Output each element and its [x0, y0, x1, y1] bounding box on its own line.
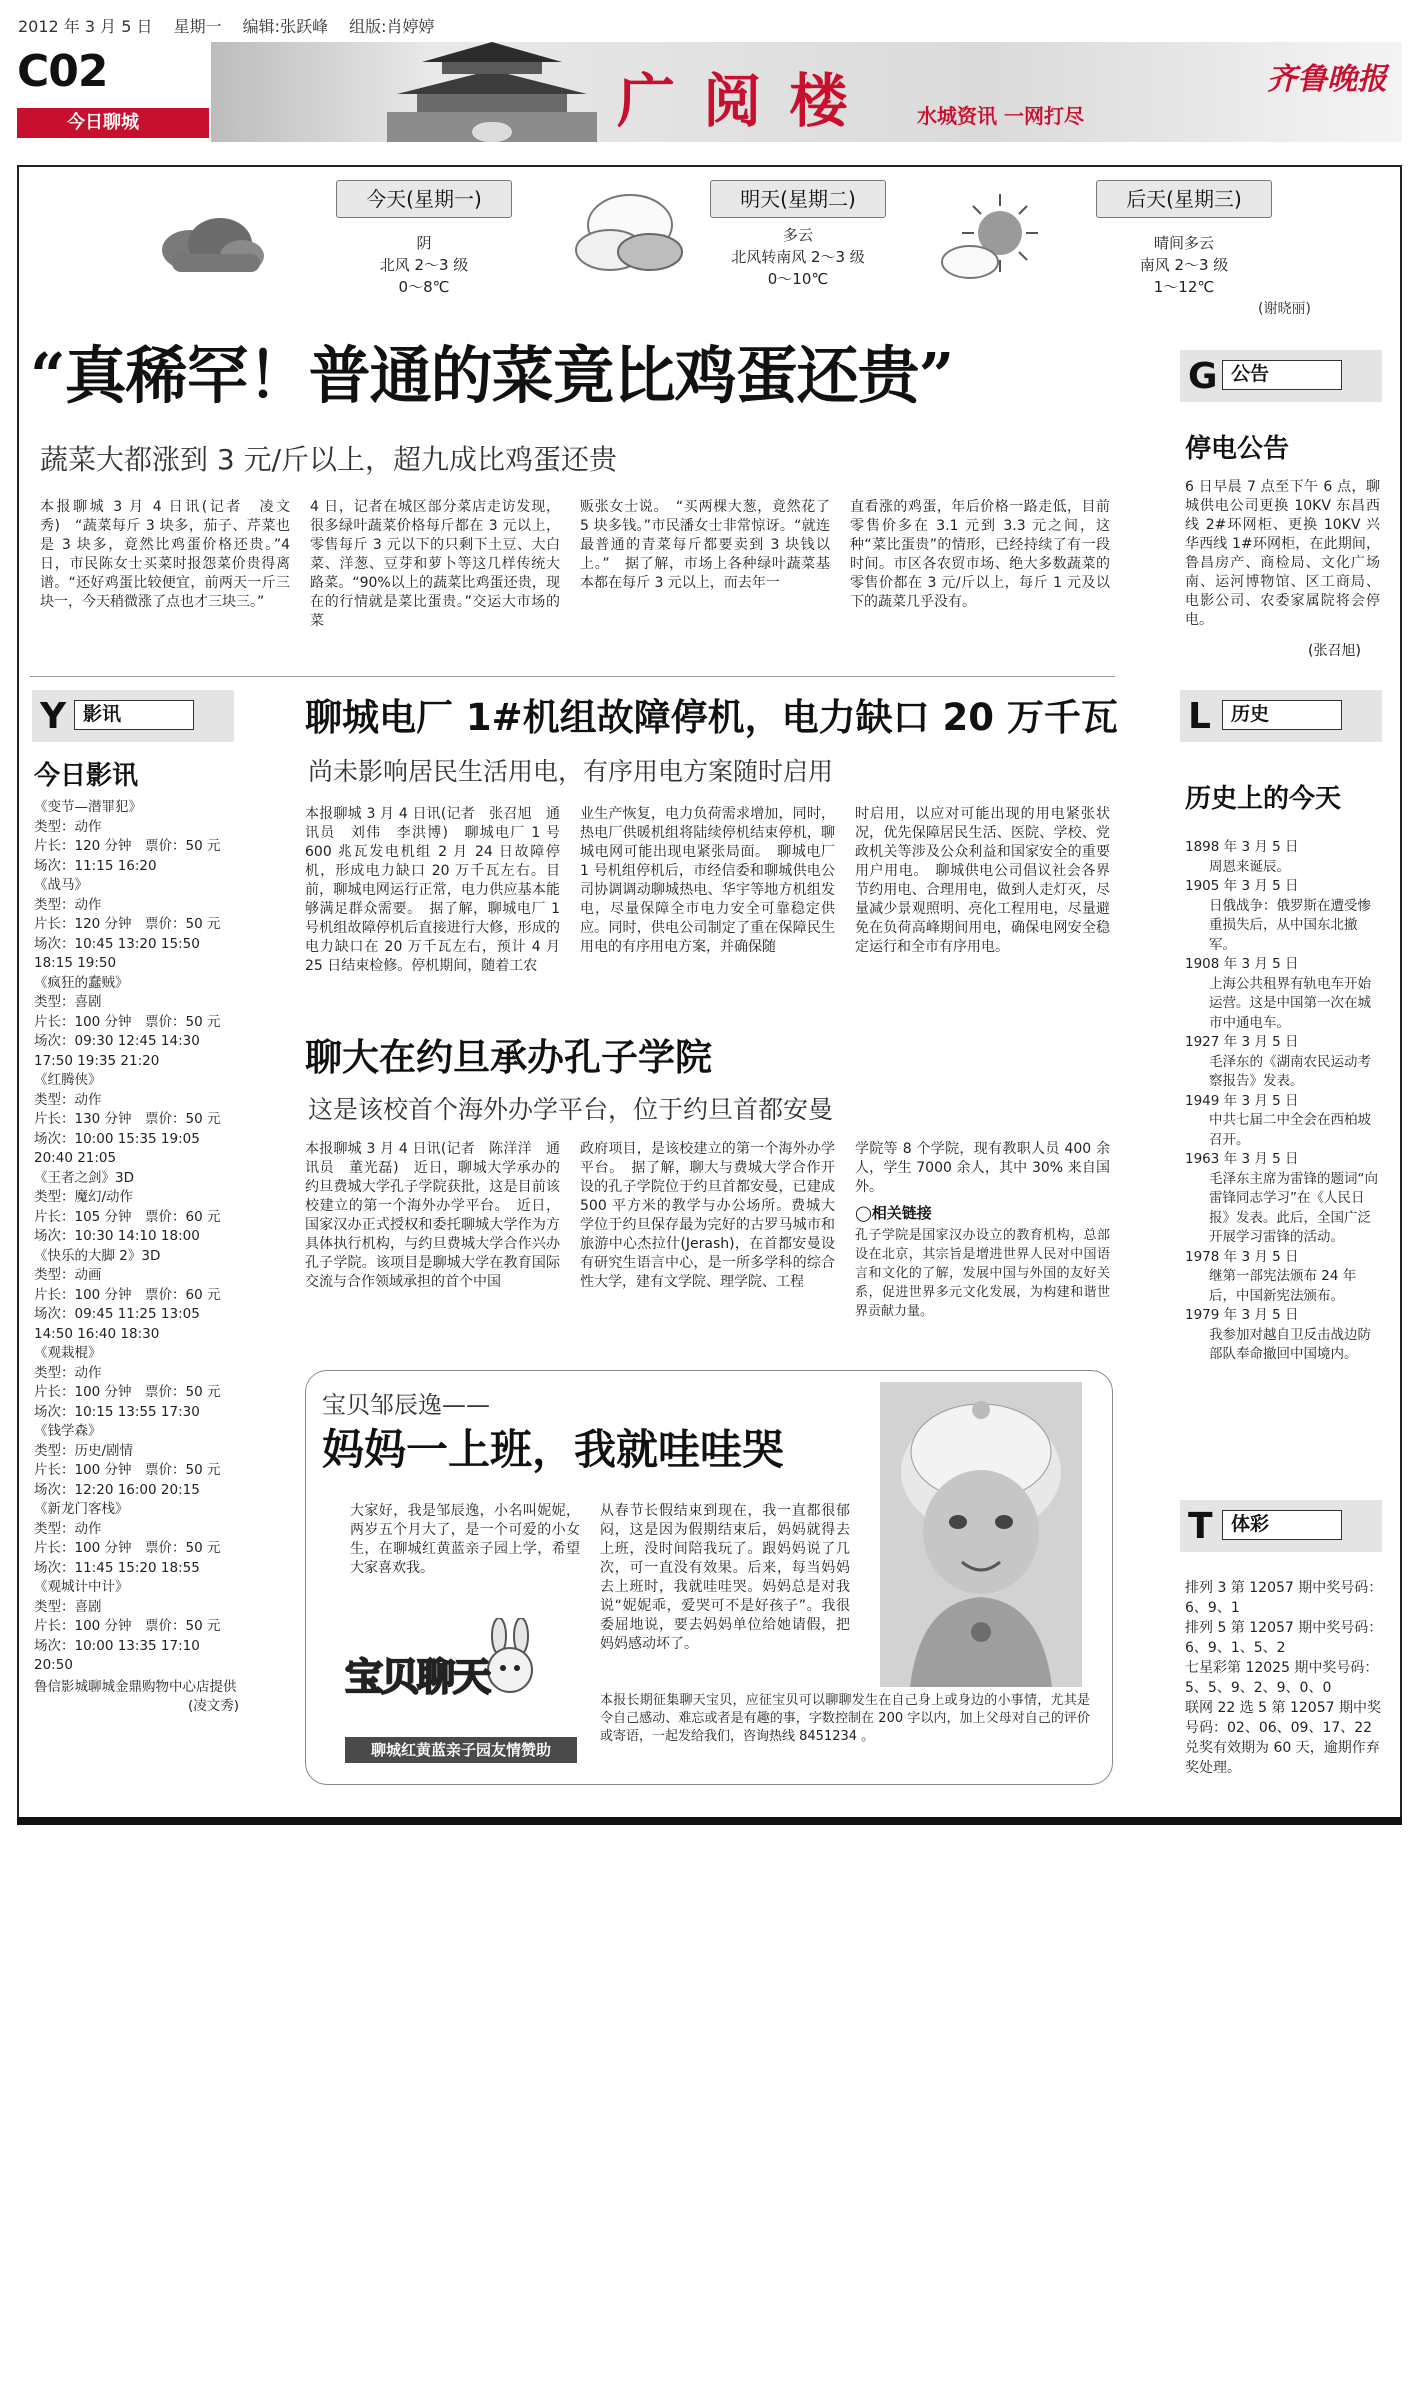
- partly-cloudy-icon: [570, 180, 690, 280]
- sports-header: [1180, 1500, 1382, 1552]
- sports-tag[interactable]: 体彩: [1222, 1510, 1342, 1540]
- weather-day3-cond: 晴间多云: [1153, 234, 1214, 252]
- notice-letter: G: [1188, 356, 1218, 397]
- sports-list: [1185, 1578, 1385, 1778]
- film-source: 鲁信影城聊城金鼎购物中心店提供: [34, 1678, 237, 1695]
- weather-day2-label: 明天(星期二): [710, 180, 886, 218]
- lottery-line: 七星彩第 12025 期中奖号码：5、5、9、2、9、0、0: [1185, 1660, 1379, 1696]
- slogan: 水城资讯 一网打尽: [917, 104, 1084, 128]
- film-header: [32, 690, 234, 742]
- notice-title: 停电公告: [1185, 434, 1290, 464]
- lottery-line: 排列 3 第 12057 期中奖号码：6、9、1: [1185, 1580, 1383, 1616]
- weather-day2-temp: 0～10℃: [767, 270, 829, 288]
- section-tab[interactable]: 今日聊城: [17, 108, 209, 138]
- confucius-headline: 聊大在约旦承办孔子学院: [305, 1036, 712, 1079]
- history-list: [1185, 838, 1380, 1365]
- confucius-col-3: 学院等 8 个学院，现有教职人员 400 余人，学生 7000 余人，其中 30% 来自国外。: [855, 1141, 1110, 1195]
- history-item: 1963 年 3 月 5 日 毛泽东主席为雷锋的题词“向雷锋同志学习”在《人民日报》发表。此后，全国广泛开展学习雷锋的活动。: [1185, 1151, 1378, 1245]
- baby-sponsor: 聊城红黄蓝亲子园友情赞助: [345, 1737, 577, 1763]
- page-code: C02: [17, 46, 108, 97]
- bottom-rule: [17, 1817, 1402, 1825]
- cloudy-icon: [150, 208, 270, 278]
- history-letter: L: [1188, 696, 1211, 737]
- sunny-cloud-icon: [940, 190, 1070, 290]
- confucius-col-2: 政府项目，是该校建立的第一个海外办学平台。 据了解，聊大与费城大学合作开设的孔子学院位于约旦首都安曼，已建成 500 平方米的教学与办公场所。费城大学位于约旦保存最为完好的古罗马城市和旅游中心杰拉什(Jerash)，在首都安曼设有研究生语言中心，是一所多学科的综合性大学，建有文学院、理学院、工程: [580, 1141, 835, 1290]
- film-tag[interactable]: 影讯: [74, 700, 194, 730]
- lottery-line: 排列 5 第 12057 期中奖号码：6、9、1、5、2: [1185, 1620, 1383, 1656]
- film-item[interactable]: 《钱学森》 类型：历史/剧情 片长：100 分钟 票价：50 元 场次：12:20 16:00 20:15: [34, 1423, 221, 1498]
- baby-kicker: 宝贝邹辰逸——: [322, 1391, 490, 1419]
- power-col-1: 本报聊城 3 月 4 日讯(记者 张召旭 通讯员 刘伟 李洪博) 聊城电厂 1 号 600 兆瓦发电机组 2 月 24 日故障停机，形成电力缺口 20 万千瓦左右。目前，聊城电网运行正常，电力供应基本能够满足群众需要。 据了解，聊城电厂 1 号机组故障停机后直接进行大修，形成的电力缺口在 20 万千瓦左右，预计 4 月 25 日结束检修。停机期间，随着工农: [305, 806, 560, 974]
- weather-day3-wind: 南风 2～3 级: [1139, 256, 1229, 274]
- history-tag[interactable]: 历史: [1222, 700, 1342, 730]
- film-title: 今日影讯: [34, 761, 139, 791]
- history-title: 历史上的今天: [1185, 784, 1342, 814]
- weather-day1-label: 今天(星期一): [336, 180, 512, 218]
- film-item[interactable]: 《疯狂的蠢贼》 类型：喜剧 片长：100 分钟 票价：50 元 场次：09:30 12:45 14:30 17:50 19:35 21:20: [34, 974, 221, 1069]
- film-item[interactable]: 《快乐的大脚 2》3D 类型：动画 片长：100 分钟 票价：60 元 场次：09:45 11:25 13:05 14:50 16:40 18:30: [34, 1247, 221, 1342]
- lead-col-1: 本报聊城 3 月 4 日讯(记者 凌文秀) “蔬菜每斤 3 块多，茄子、芹菜也是 3 块多，竟然比鸡蛋价格还贵。”4 日，市民陈女士买菜时报怨菜价贵得离谱。“还好鸡蛋比较便宜，前两天一斤三块一，今天稍微涨了点也才三块三。”: [40, 499, 290, 610]
- weather-day1-wind: 北风 2～3 级: [379, 256, 469, 274]
- weather-credit: (谢晓丽): [1258, 301, 1311, 317]
- power-headline: 聊城电厂 1#机组故障停机，电力缺口 20 万千瓦: [305, 696, 1118, 739]
- history-item: 1949 年 3 月 5 日 中共七届二中全会在西柏坡召开。: [1185, 1092, 1371, 1148]
- header-banner: [17, 42, 1402, 142]
- film-letter: Y: [40, 696, 67, 737]
- lead-subtitle: 蔬菜大都涨到 3 元/斤以上，超九成比鸡蛋还贵: [40, 443, 618, 476]
- lead-col-4: 直看涨的鸡蛋，年后价格一路走低，目前零售价多在 3.1 元到 3.3 元之间，这种“菜比蛋贵”的情形，已经持续了有一段时间。市区各农贸市场、绝大多数蔬菜的零售价都在 3 元/斤以上，每斤 1 元及以下的蔬菜几乎没有。: [850, 499, 1110, 610]
- film-item[interactable]: 《战马》 类型：动作 片长：120 分钟 票价：50 元 场次：10:45 13:20 15:50 18:15 19:50: [34, 877, 221, 971]
- power-subtitle: 尚未影响居民生活用电，有序用电方案随时启用: [308, 757, 834, 786]
- lottery-line: 联网 22 选 5 第 12057 期中奖号码：02、06、09、17、22: [1185, 1700, 1381, 1736]
- power-col-3: 时启用，以应对可能出现的用电紧张状况，优先保障居民生活、医院、学校、党政机关等涉及公众利益和国家安全的重要用户用电。 聊城供电公司倡议社会各界节约用电、合理用电，做到人走灯灭，尽量减少景观照明、亮化工程用电，尽量避免在负荷高峰期间用电，确保电网安全稳定运行和全市有序用电。: [855, 806, 1110, 955]
- power-col-2: 业生产恢复，电力负荷需求增加，同时，热电厂供暖机组将陆续停机结束停机，聊城电网可能出现电紧张局面。 聊城电厂 1 号机组停机后，市经信委和聊城供电公司协调调动聊城热电、华宇等地方机组发电，尽量保障全市电力安全可靠稳定供应。同时，供电公司制定了重在保障民生用电的有序用电方案，并确保随: [580, 806, 835, 955]
- history-item: 1978 年 3 月 5 日 继第一部宪法颁布 24 年后，中国新宪法颁布。: [1185, 1248, 1357, 1304]
- history-item: 1979 年 3 月 5 日 我参加对越自卫反击战边防部队奉命撤回中国境内。: [1185, 1307, 1371, 1362]
- weather-day1-temp: 0～8℃: [398, 278, 450, 296]
- brand-logo: 齐鲁晚报: [1267, 62, 1387, 97]
- weather-day2-cond: 多云: [782, 226, 813, 244]
- film-item[interactable]: 《新龙门客栈》 类型：动作 片长：100 分钟 票价：50 元 场次：11:45 15:20 18:55: [34, 1501, 221, 1576]
- baby-photo: [880, 1382, 1082, 1687]
- weather-day1-cond: 阴: [416, 234, 432, 252]
- baby-intro: 大家好，我是邹辰逸，小名叫妮妮，两岁五个月大了，是一个可爱的小女生，在聊城红黄蓝亲子园上学，希望大家喜欢我。: [350, 1503, 580, 1576]
- baby-solicit: 本报长期征集聊天宝贝，应征宝贝可以聊聊发生在自己身上或身边的小事情，尤其是令自己感动、难忘或者是有趣的事，字数控制在 200 字以内，加上父母对自己的评价或寄语，一起发给我们，咨询热线 8451234 。: [600, 1693, 1090, 1744]
- notice-tag[interactable]: 公告: [1222, 360, 1342, 390]
- lottery-line: 兑奖有效期为 60 天，逾期作弃奖处理。: [1185, 1740, 1380, 1776]
- lead-headline: “真稀罕！普通的菜竟比鸡蛋还贵”: [30, 339, 954, 412]
- masthead-title: 广 阅 楼: [617, 67, 852, 135]
- film-item[interactable]: 《王者之剑》3D 类型：魔幻/动作 片长：105 分钟 票价：60 元 场次：10:30 14:10 18:00: [34, 1169, 221, 1244]
- film-item[interactable]: 《变节—潜罪犯》 类型：动作 片长：120 分钟 票价：50 元 场次：11:15 16:20: [34, 799, 221, 874]
- weather-day2-wind: 北风转南风 2～3 级: [731, 248, 865, 266]
- date-line: 2012 年 3 月 5 日 星期一 编辑:张跃峰 组版:肖婷婷: [18, 17, 435, 36]
- history-item: 1908 年 3 月 5 日 上海公共租界有轨电车开始运营。这是中国第一次在城市中通电车。: [1185, 956, 1371, 1031]
- tower-illustration: [377, 42, 607, 142]
- history-item: 1927 年 3 月 5 日 毛泽东的《湖南农民运动考察报告》发表。: [1185, 1034, 1371, 1089]
- baby-logo-text: 宝贝聊天: [345, 1655, 490, 1699]
- film-item[interactable]: 《观栽棍》 类型：动作 片长：100 分钟 票价：50 元 场次：10:15 13:55 17:30: [34, 1345, 221, 1420]
- weather-day3-temp: 1～12℃: [1153, 278, 1215, 296]
- lead-bottom-rule: [30, 676, 1115, 677]
- confucius-col-1: 本报聊城 3 月 4 日讯(记者 陈洋洋 通讯员 董光磊) 近日，聊城大学承办的约旦费城大学孔子学院获批，这是目前该校建立的第一个海外办学平台。 近日，国家汉办正式授权和委托聊城大学作为方具体执行机构，与约旦费城大学合作兴办孔子学院。该项目是聊城大学在教育国际交流与合作领域承担的首个中国: [305, 1141, 560, 1290]
- film-item[interactable]: 《观城计中计》 类型：喜剧 片长：100 分钟 票价：50 元 场次：10:00 13:35 17:10 20:50: [34, 1579, 221, 1673]
- lead-col-2: 4 日，记者在城区部分菜店走访发现，很多绿叶蔬菜价格每斤都在 3 元以上，零售每斤 3 元以下的只剩下土豆、大白菜、洋葱、豆芽和萝卜等这几样传统大路菜。“90%以上的蔬菜比鸡蛋还贵，现在的行情就是菜比蛋贵。”交运大市场的菜: [310, 499, 560, 629]
- confucius-subtitle: 这是该校首个海外办学平台，位于约旦首都安曼: [308, 1095, 834, 1124]
- lead-col-3: 贩张女士说。 “买两棵大葱，竟然花了 5 块多钱。”市民潘女士非常惊讶。“就连最普通的青菜每斤都要卖到 3 块钱以上。” 据了解，市场上各种绿叶蔬菜基本都在每斤 3 元以上，而去年一: [580, 499, 830, 591]
- history-item: 1898 年 3 月 5 日 周恩来诞辰。: [1185, 839, 1299, 875]
- film-list: [34, 798, 239, 1717]
- notice-credit: (张召旭): [1308, 643, 1361, 659]
- film-item[interactable]: 《红腾侠》 类型：动作 片长：130 分钟 票价：50 元 场次：10:00 15:35 19:05 20:40 21:05: [34, 1072, 221, 1166]
- baby-logo: [345, 1618, 565, 1728]
- weather-strip: [140, 180, 1320, 330]
- history-header: [1180, 690, 1382, 742]
- related-link-label[interactable]: ◯相关链接: [855, 1204, 932, 1222]
- notice-body: 6 日早晨 7 点至下午 6 点，聊城供电公司更换 10KV 东昌西线 2#环网柜、更换 10KV 兴华西线 1#环网柜，在此期间，鲁昌房产、商检局、文化广场南、运河博物馆、区工商局、电影公司、农委家属院将会停电。: [1185, 479, 1380, 628]
- baby-headline: 妈妈一上班，我就哇哇哭: [322, 1425, 785, 1474]
- baby-story: 从春节长假结束到现在，我一直都很郁闷，这是因为假期结束后，妈妈就得去上班，没时间陪我玩了。跟妈妈说了几次，可一直没有效果。后来，每当妈妈去上班时，我就哇哇哭。妈妈总是对我说“妮妮乖，爱哭可不是好孩子”。我很委屈地说，要去妈妈单位给她请假，把妈妈感动坏了。: [600, 1503, 850, 1652]
- history-item: 1905 年 3 月 5 日 日俄战争：俄罗斯在遭受惨重损失后，从中国东北撤军。: [1185, 878, 1371, 953]
- notice-header: [1180, 350, 1382, 402]
- weather-day3-label: 后天(星期三): [1096, 180, 1272, 218]
- film-credit: (凌文秀): [187, 1698, 239, 1714]
- sports-letter: T: [1188, 1506, 1213, 1547]
- related-link-text: 孔子学院是国家汉办设立的教育机构，总部设在北京，其宗旨是增进世界人民对中国语言和文化的了解，发展中国与外国的友好关系，促进世界多元文化发展，为构建和谐世界贡献力量。: [855, 1228, 1110, 1319]
